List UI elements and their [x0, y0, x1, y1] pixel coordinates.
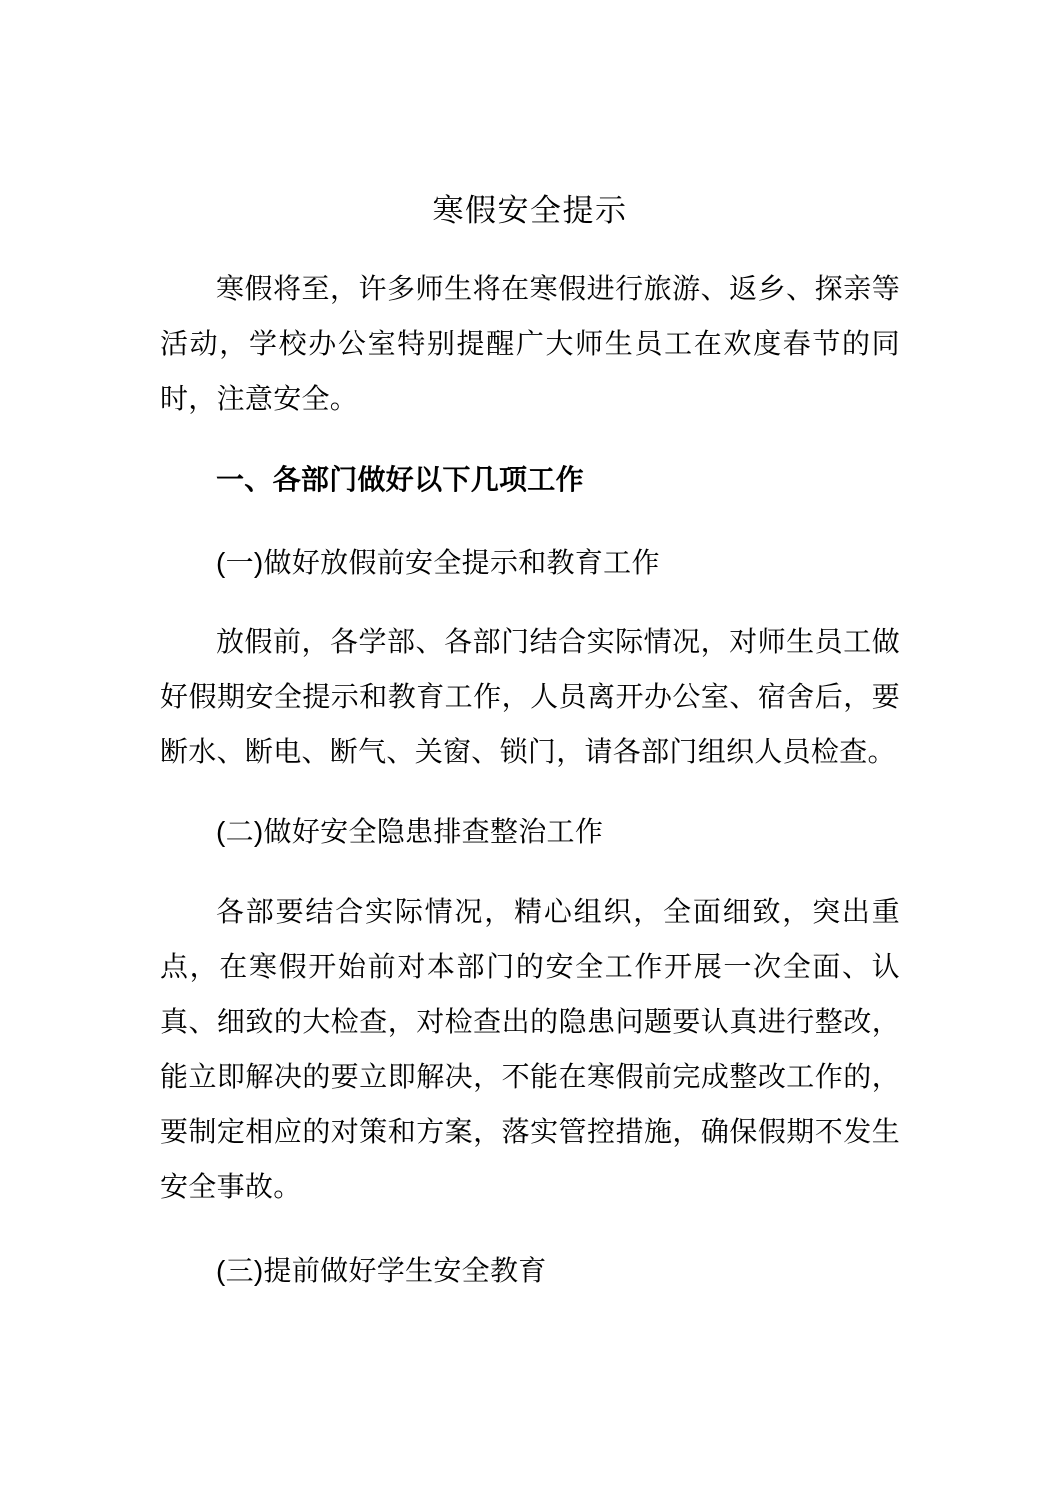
document-title: 寒假安全提示	[432, 193, 628, 228]
subsection-paragraph-2: 各部要结合实际情况，精心组织，全面细致，突出重点，在寒假开始前对本部门的安全工作开展一次全面、认真、细致的大检查，对检查出的隐患问题要认真进行整改，能立即解决的要立即解决，不能在寒假前完成整改工作的，要制定相应的对策和方案，落实管控措施，确保假期不发生安全事故。	[160, 896, 900, 1202]
intro-paragraph: 寒假将至，许多师生将在寒假进行旅游、返乡、探亲等活动，学校办公室特别提醒广大师生员工在欢度春节的同时，注意安全。	[160, 273, 900, 414]
subsection-heading-2: (二)做好安全隐患排查整治工作	[216, 816, 604, 847]
subsection-heading-3: (三)提前做好学生安全教育	[216, 1255, 547, 1286]
subsection-heading-1: (一)做好放假前安全提示和教育工作	[216, 547, 660, 578]
subsection-paragraph-1: 放假前，各学部、各部门结合实际情况，对师生员工做好假期安全提示和教育工作，人员离开办公室、宿舍后，要断水、断电、断气、关窗、锁门，请各部门组织人员检查。	[160, 626, 900, 767]
main-heading: 一、各部门做好以下几项工作	[216, 464, 584, 495]
